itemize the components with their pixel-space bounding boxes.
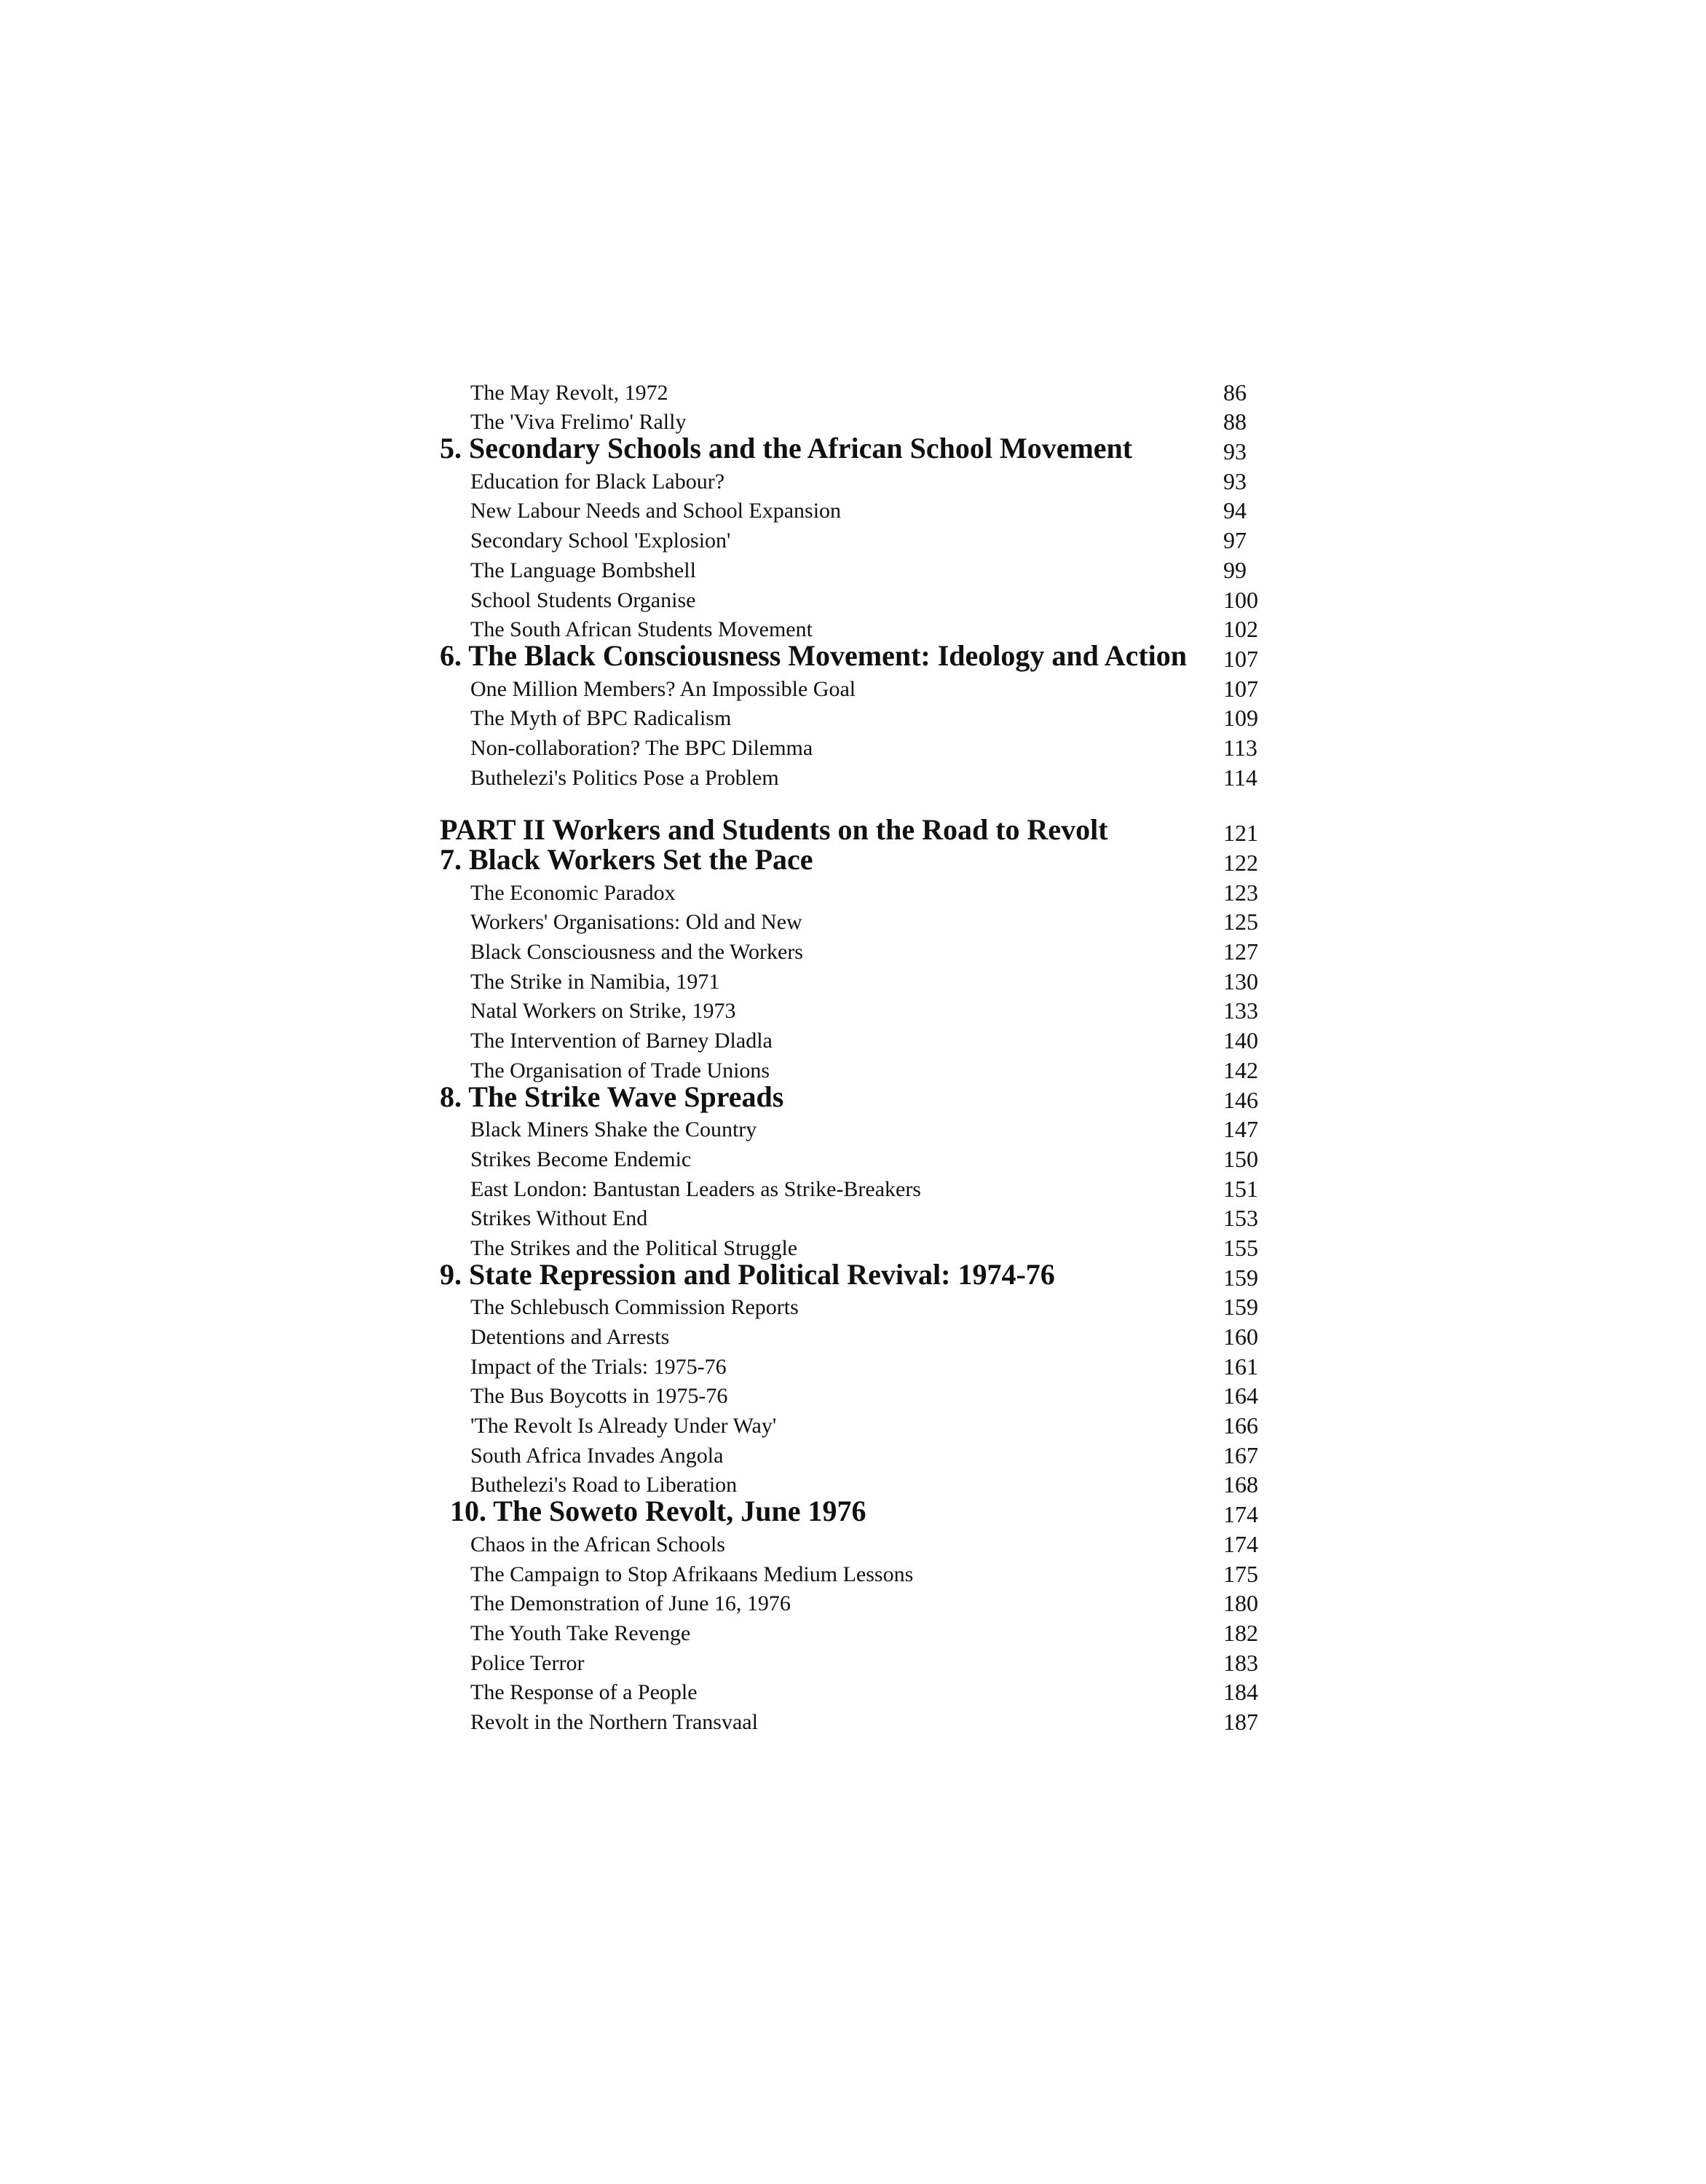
toc-entry-title: The Language Bombshell (470, 558, 696, 582)
toc-entry-page-number: 184 (1223, 1679, 1258, 1706)
toc-entry (437, 1026, 1282, 1056)
toc-entry-title: Natal Workers on Strike, 1973 (470, 999, 736, 1024)
toc-entry (437, 1590, 1282, 1620)
toc-entry-title: South Africa Invades Angola (470, 1443, 724, 1468)
toc-entry-page-number: 99 (1223, 556, 1247, 583)
toc-entry-title: Black Consciousness and the Workers (470, 940, 803, 965)
toc-entry (437, 1205, 1282, 1235)
toc-entry (437, 497, 1282, 527)
toc-entry-title: Police Terror (470, 1650, 585, 1675)
toc-entry (437, 1353, 1282, 1382)
toc-entry-page-number: 122 (1223, 850, 1258, 876)
toc-entry (437, 526, 1282, 556)
toc-entry-title: One Million Members? An Impossible Goal (470, 676, 856, 701)
toc-entry (437, 764, 1282, 794)
toc-entry (437, 1382, 1282, 1412)
toc-entry (437, 968, 1282, 997)
toc-entry (437, 1412, 1282, 1441)
toc-entry-title: Buthelezi's Politics Pose a Problem (470, 765, 779, 790)
toc-entry-title: 9. State Repression and Political Revival: 1974-76 (440, 1257, 1055, 1291)
toc-entry-page-number: 183 (1223, 1649, 1258, 1676)
toc-entry-title: Secondary School 'Explosion' (470, 529, 731, 553)
toc-entry-title: The Strikes and the Political Struggle (470, 1235, 798, 1260)
toc-entry-page-number: 159 (1223, 1294, 1258, 1321)
toc-entry-title: 7. Black Workers Set the Pace (440, 843, 813, 876)
toc-entry-title: Revolt in the Northern Transvaal (470, 1709, 758, 1734)
toc-entry-title: 8. The Strike Wave Spreads (440, 1080, 784, 1113)
toc-entry-page-number: 133 (1223, 997, 1258, 1024)
toc-entry-page-number: 187 (1223, 1708, 1258, 1735)
toc-entry-page-number: 93 (1223, 467, 1247, 494)
toc-entry-page-number: 113 (1223, 734, 1257, 761)
toc-entry-page-number: 160 (1223, 1324, 1258, 1350)
toc-entry-title: The Response of a People (470, 1680, 698, 1705)
toc-entry (437, 1323, 1282, 1353)
toc-entry-title: The Schlebusch Commission Reports (470, 1295, 799, 1320)
toc-entry-page-number: 97 (1223, 527, 1247, 554)
toc-entry-page-number: 161 (1223, 1353, 1258, 1380)
toc-entry-title: Impact of the Trials: 1975-76 (470, 1354, 727, 1379)
toc-entry-page-number: 109 (1223, 705, 1258, 732)
toc-entry-page-number: 166 (1223, 1412, 1258, 1439)
toc-entry-page-number: 175 (1223, 1560, 1258, 1587)
toc-entry (437, 1441, 1282, 1471)
table-of-contents (437, 379, 1282, 1738)
toc-entry (437, 879, 1282, 909)
toc-entry-page-number: 121 (1223, 820, 1258, 847)
toc-entry-page-number: 153 (1223, 1205, 1258, 1232)
toc-entry-title: The May Revolt, 1972 (470, 380, 668, 405)
toc-entry-title: The Myth of BPC Radicalism (470, 706, 732, 731)
toc-entry-title: The Demonstration of June 16, 1976 (470, 1591, 791, 1616)
toc-entry (437, 705, 1282, 735)
toc-chapter-heading (437, 843, 1282, 879)
toc-entry (437, 586, 1282, 616)
toc-entry-title: The Youth Take Revenge (470, 1621, 691, 1645)
toc-chapter-heading (437, 1257, 1282, 1294)
toc-entry (437, 734, 1282, 764)
toc-entry-page-number: 100 (1223, 586, 1258, 613)
toc-entry-page-number: 150 (1223, 1145, 1258, 1172)
toc-entry-page-number: 125 (1223, 909, 1258, 935)
toc-entry-title: The Economic Paradox (470, 880, 676, 905)
toc-entry (437, 1708, 1282, 1738)
toc-entry (437, 1294, 1282, 1324)
toc-entry (437, 1619, 1282, 1649)
toc-entry (437, 467, 1282, 497)
toc-entry-page-number: 159 (1223, 1264, 1258, 1291)
toc-entry (437, 938, 1282, 968)
toc-entry-page-number: 107 (1223, 675, 1258, 702)
toc-chapter-heading (437, 1495, 1282, 1530)
toc-entry-title: School Students Organise (470, 587, 696, 612)
toc-chapter-heading (437, 638, 1282, 675)
toc-entry-title: 6. The Black Consciousness Movement: Ideology and Action (440, 638, 1188, 672)
toc-entry-page-number: 107 (1223, 645, 1258, 672)
toc-entry-title: The Campaign to Stop Afrikaans Medium Lessons (470, 1562, 914, 1586)
toc-entry-title: The 'Viva Frelimo' Rally (470, 410, 687, 435)
toc-block-part-one (437, 379, 1282, 794)
toc-entry-page-number: 123 (1223, 879, 1258, 906)
toc-entry-title: The South African Students Movement (470, 617, 813, 642)
toc-entry-page-number: 127 (1223, 938, 1258, 965)
toc-entry (437, 1530, 1282, 1560)
toc-entry-page-number: 130 (1223, 968, 1258, 994)
toc-entry-title: The Strike in Namibia, 1971 (470, 969, 720, 994)
toc-entry-title: Non-collaboration? The BPC Dilemma (470, 735, 813, 760)
toc-entry-page-number: 182 (1223, 1619, 1258, 1646)
toc-entry-title: Workers' Organisations: Old and New (470, 910, 802, 935)
toc-entry (437, 379, 1282, 408)
toc-entry (437, 1649, 1282, 1679)
toc-entry-page-number: 140 (1223, 1027, 1258, 1054)
toc-entry-page-number: 174 (1223, 1501, 1258, 1528)
toc-entry-page-number: 168 (1223, 1471, 1258, 1498)
toc-entry-page-number: 151 (1223, 1175, 1258, 1202)
toc-entry-page-number: 102 (1223, 616, 1258, 643)
toc-entry-page-number: 164 (1223, 1382, 1258, 1409)
toc-entry (437, 675, 1282, 705)
toc-entry-page-number: 93 (1223, 438, 1247, 465)
toc-entry (437, 997, 1282, 1027)
toc-entry-page-number: 155 (1223, 1234, 1258, 1261)
toc-entry (437, 556, 1282, 586)
toc-entry-title: East London: Bantustan Leaders as Strike-Breakers (470, 1176, 921, 1201)
toc-entry-page-number: 180 (1223, 1590, 1258, 1617)
toc-entry (437, 909, 1282, 938)
toc-entry-title: The Organisation of Trade Unions (470, 1058, 770, 1083)
toc-entry-page-number: 147 (1223, 1116, 1258, 1143)
toc-entry-title: 5. Secondary Schools and the African School Movement (440, 432, 1133, 465)
toc-entry-page-number: 142 (1223, 1056, 1258, 1083)
toc-entry-title: Black Miners Shake the Country (470, 1117, 757, 1142)
toc-entry-page-number: 88 (1223, 408, 1247, 435)
toc-entry-page-number: 114 (1223, 764, 1257, 791)
toc-chapter-heading (437, 432, 1282, 467)
toc-entry (437, 1560, 1282, 1590)
toc-entry-title: The Bus Boycotts in 1975-76 (470, 1384, 728, 1409)
toc-entry-page-number: 167 (1223, 1441, 1258, 1468)
toc-chapter-heading (437, 1080, 1282, 1116)
toc-entry-title: Education for Black Labour? (470, 469, 725, 494)
toc-entry-page-number: 94 (1223, 497, 1247, 524)
toc-entry-page-number: 174 (1223, 1530, 1258, 1557)
toc-entry-title: Chaos in the African Schools (470, 1532, 725, 1556)
toc-entry-title: The Intervention of Barney Dladla (470, 1029, 773, 1053)
toc-block-part-two (437, 813, 1282, 1738)
toc-entry (437, 1145, 1282, 1175)
toc-entry-page-number: 86 (1223, 379, 1247, 405)
toc-entry-title: 'The Revolt Is Already Under Way' (470, 1414, 777, 1439)
toc-entry-title: Strikes Become Endemic (470, 1147, 692, 1171)
toc-entry-title: Buthelezi's Road to Liberation (470, 1473, 738, 1497)
toc-entry (437, 1116, 1282, 1146)
toc-entry-title: Strikes Without End (470, 1206, 648, 1231)
toc-entry (437, 1679, 1282, 1709)
toc-entry-title: 10. The Soweto Revolt, June 1976 (450, 1495, 866, 1528)
toc-entry-page-number: 146 (1223, 1086, 1258, 1113)
toc-entry-title: Detentions and Arrests (470, 1325, 670, 1349)
toc-entry-title: PART II Workers and Students on the Road to Revolt (440, 813, 1108, 847)
toc-entry-title: New Labour Needs and School Expansion (470, 499, 842, 523)
toc-entry (437, 1175, 1282, 1205)
